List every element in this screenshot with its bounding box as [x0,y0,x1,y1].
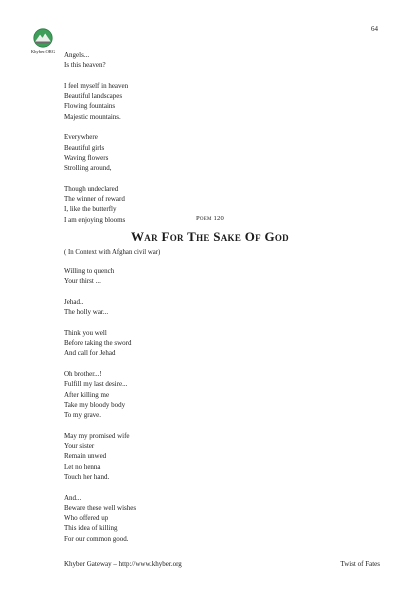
verse-line: Flowing fountains [64,102,116,111]
stanza [64,132,364,173]
verse-line: I feel myself in heaven [64,81,129,90]
page-number: 64 [371,25,378,33]
verse-line: Who offered up [64,514,109,523]
khyber-logo[interactable] [26,28,60,54]
verse-line: Your thirst ... [64,277,101,286]
verse-line: This idea of killing [64,524,118,533]
verse-line: After killing me [64,390,110,399]
verse-line: Oh brother...! [64,369,102,378]
verse-line: Angels... [64,51,90,59]
verse-line: The winner of reward [64,195,125,204]
logo-text: Khyber.ORG [30,49,56,54]
verse-line: Majestic mountains. [64,112,121,121]
verse-line: Beautiful girls [64,143,105,152]
mountain-logo-icon [32,28,54,48]
verse-line: The holly war... [64,308,109,317]
poem-title: War For The Sake Of God [131,229,289,244]
footer-source-link[interactable]: Khyber Gateway – http://www.khyber.org [64,560,182,568]
stanza [64,50,364,71]
verse-line: Let no henna [64,462,101,471]
verse-line: Everywhere [64,133,98,142]
verse-line: Think you well [64,328,107,337]
verse-line: Though undeclared [64,184,119,193]
verse-line: And... [64,493,82,502]
poem-number: Poem 120 [196,215,224,222]
page-footer [64,560,380,568]
footer-book-title: Twist of Fates [340,560,380,568]
stanza [64,431,364,482]
verse-line: To my grave. [64,411,102,420]
verse-line: Remain unwed [64,452,107,461]
verse-line: I, like the butterfly [64,205,117,214]
verse-line: Beware these well wishes [64,503,137,512]
verse-line: Strolling around, [64,164,112,173]
verse-line: Willing to quench [64,267,115,275]
verse-line: Fulfill my last desire... [64,380,128,389]
verse-line: Waving flowers [64,153,109,162]
stanza [64,328,364,359]
verse-line: Jehad.. [64,297,84,306]
verse-line: Your sister [64,442,95,451]
verse-line: Touch her hand. [64,472,110,481]
intro-verses [64,50,364,235]
verse-line: Beautiful landscapes [64,92,123,101]
poem-verses [64,266,364,554]
stanza [64,266,364,287]
stanza [64,297,364,318]
stanza [64,369,364,420]
verse-line: Before taking the sword [64,339,132,348]
verse-line: May my promised wife [64,431,130,440]
verse-line: Take my bloody body [64,400,126,409]
verse-line: And call for Jehad [64,349,116,358]
stanza [64,81,364,122]
verse-line: I am enjoying blooms [64,215,126,224]
stanza [64,493,364,544]
poem-context-note: ( In Context with Afghan civil war) [64,249,161,256]
verse-line: For our common good. [64,534,129,543]
verse-line: Is this heaven? [64,61,106,70]
